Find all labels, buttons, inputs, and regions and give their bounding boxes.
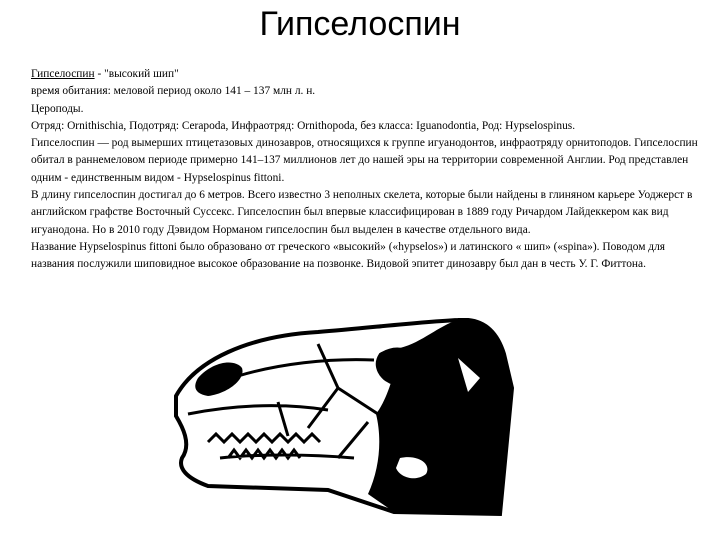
description-paragraph: Гипселоспин — род вымерших птицетазовых динозавров, относящихся к группе игуанодонтов, инфраотряду орнитоподов. Гипселоспин обитал в раннемеловом периоде примерно 141–137 миллионов лет до нашей эры на территории современной Англии. Род представлен одним - единственным видом - Hypselospinus fittoni. (31, 137, 698, 184)
skull-drawing-icon (168, 318, 516, 524)
heading-line (31, 66, 711, 83)
slide-title: Гипселоспин (259, 5, 461, 43)
group-line: Цероподы. (31, 102, 84, 115)
name-meaning: - "высокий шип" (94, 68, 179, 80)
size-paragraph: В длину гипселоспин достигал до 6 метров. Всего известно 3 неполных скелета, которые были найдены в глиняном карьере Уоджерст в английском графстве Восточный Суссекс. Гипселоспин был впервые классифицирован в 1889 году Ричардом Лайдеккером как вид игуанодона. Но в 2010 году Дэвидом Норманом гипселоспин был выделен в качестве отдельного вида. (31, 189, 693, 236)
naming-paragraph: Название Hypselospinus fittoni было образовано от греческого «высокий» («hypselos») и латинского « шип» («spina»). Поводом для названия послужили шиповидное высокое образование на позвонке. Видовой эпитет динозавру был дан в честь У. Г. Фиттона. (31, 240, 665, 271)
taxonomy-line: Отряд: Ornithischia, Подотряд: Cerapoda, Инфраотряд: Ornithopoda, без класса: Iguanodontia, Род: Hypselospinus. (31, 119, 576, 132)
period-line: время обитания: меловой период около 141 – 137 млн л. н. (31, 85, 316, 98)
article-body (31, 66, 711, 274)
dinosaur-name: Гипселоспин (31, 68, 95, 80)
